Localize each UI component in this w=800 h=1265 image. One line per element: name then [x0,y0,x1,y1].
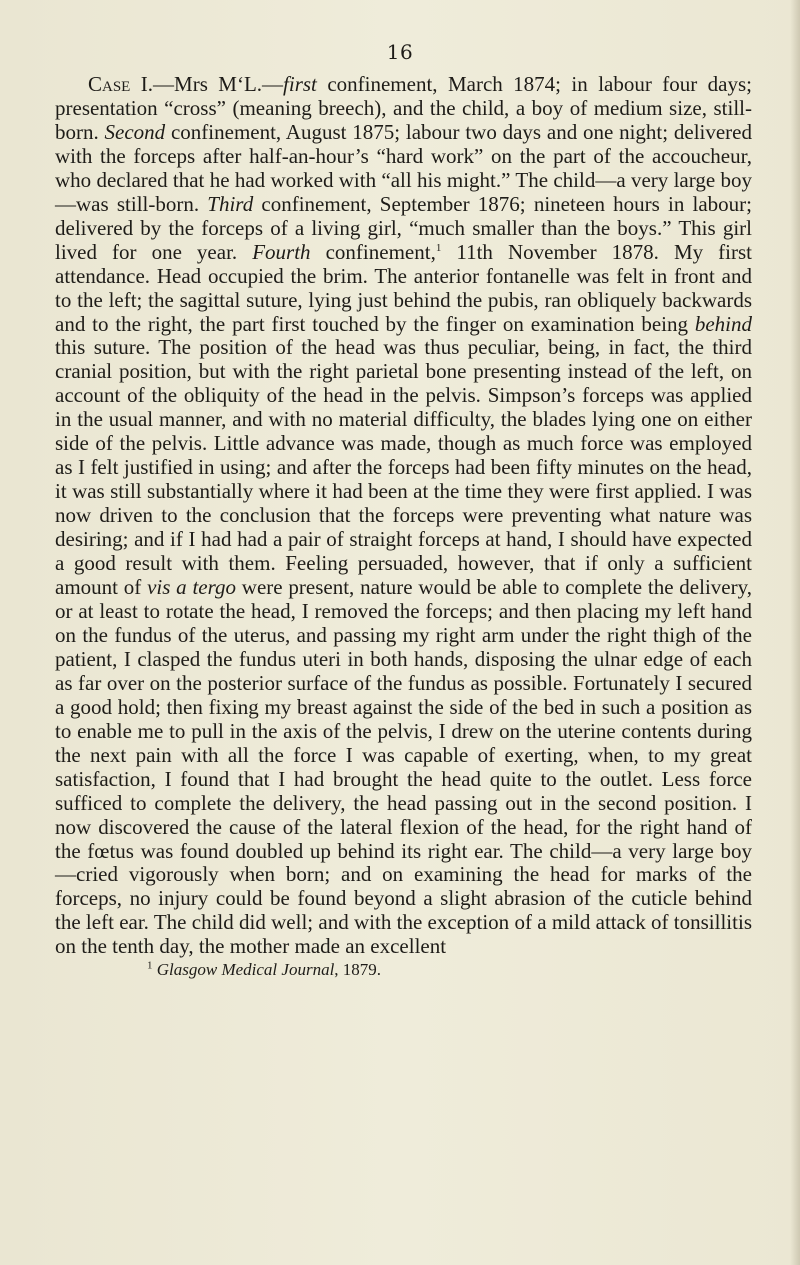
text-run: 11th November 1878. My first attendance. Head occupied the brim. The anterior fontanelle was felt in front and to the left; the sagittal suture, lying just behind the pubis, ran obliquely backwards and to the right, the part first touched by the finger on examination being [55,239,752,336]
text-run: were present, nature would be able to complete the delivery, or at least to rotate the head, I removed the forceps; and then placing my left hand on the fundus of the uterus, and passing my right arm under the right thigh of the patient, I clasped the fundus uteri in both hands, disposing the ulnar edge of each as far over on the posterior surface of the fundus as possible. Fortunately I secured a good hold; then fixing my breast against the side of the bed in such a position as to enable me to pull in the axis of the pelvis, I drew on the uterine contents during the next pain with all the force I was capable of exerting, when, to my great satisfaction, I found that I had brought the head quite to the outlet. Less force sufficed to complete the delivery, the head passing out in the second position. I now discovered the cause of the lateral flexion of the head, for the right hand of the fœtus was found doubled up behind its right ear. The child—a very large boy—cried vigorously when born; and on examining the head for marks of the forceps, no injury could be found beyond a slight abrasion of the cuticle behind the left ear. The child did well; and with the exception of a mild attack of tonsillitis on the tenth day, the mother made an excellent [55,575,752,959]
italic-behind: behind [694,311,752,336]
text-run: this suture. The position of the head was thus peculiar, being, in fact, the third cranial position, but with the right parietal bone presenting instead of the left, on account of the obliquity of the head in the pelvis. Simpson’s forceps was applied in the usual manner, and with no material difficulty, the blades lying one on either side of the pelvis. Little advance was made, though as much force was employed as I felt justified in using; and after the forceps had been fifty minutes on the head, it was still substantially where it had been at the time they were first applied. I was now driven to the conclusion that the forceps were preventing what nature was desiring; and if I had had a pair of straight forceps at hand, I should have expected a good result with them. Feeling persuaded, however, that if only a sufficient amount of [55,335,752,600]
text-run: confinement, [310,239,436,264]
page-number: 16 [386,40,414,64]
case-number: I. [130,72,154,96]
text-run: confinement, September 1876; nineteen hours in labour; delivered by the forceps of a living girl, “much smaller than the boys.” This girl lived for one year. [55,191,753,264]
italic-first: first [283,72,317,96]
case-paragraph [55,73,752,959]
italic-fourth: Fourth [252,239,311,264]
italic-vis-a-tergo: vis a tergo [147,575,237,600]
footnote-journal: Glasgow Medical Journal [156,960,335,980]
footnote-year: , 1879. [334,960,382,980]
text-run: confinement, August 1875; labour two days and one night; delivered with the forceps after half-an-hour’s “hard work” on the part of the accoucheur, who declared that he had worked with “all his might.” The child—a very large boy—was still-born. [55,119,752,216]
italic-third: Third [207,191,254,216]
footnote-reference: 1 [435,241,442,254]
footnote [55,960,752,980]
text-run: confinement, March 1874; in labour four days; presentation “cross” (meaning breech), and the child, a boy of medium size, still-born. [55,72,752,144]
italic-second: Second [104,119,166,144]
text-block [55,73,752,980]
text-run: —Mrs M‘L.— [153,72,284,96]
footnote-marker: 1 [147,959,153,972]
case-label: Case [88,72,131,96]
page-edge-shadow [790,0,800,1265]
